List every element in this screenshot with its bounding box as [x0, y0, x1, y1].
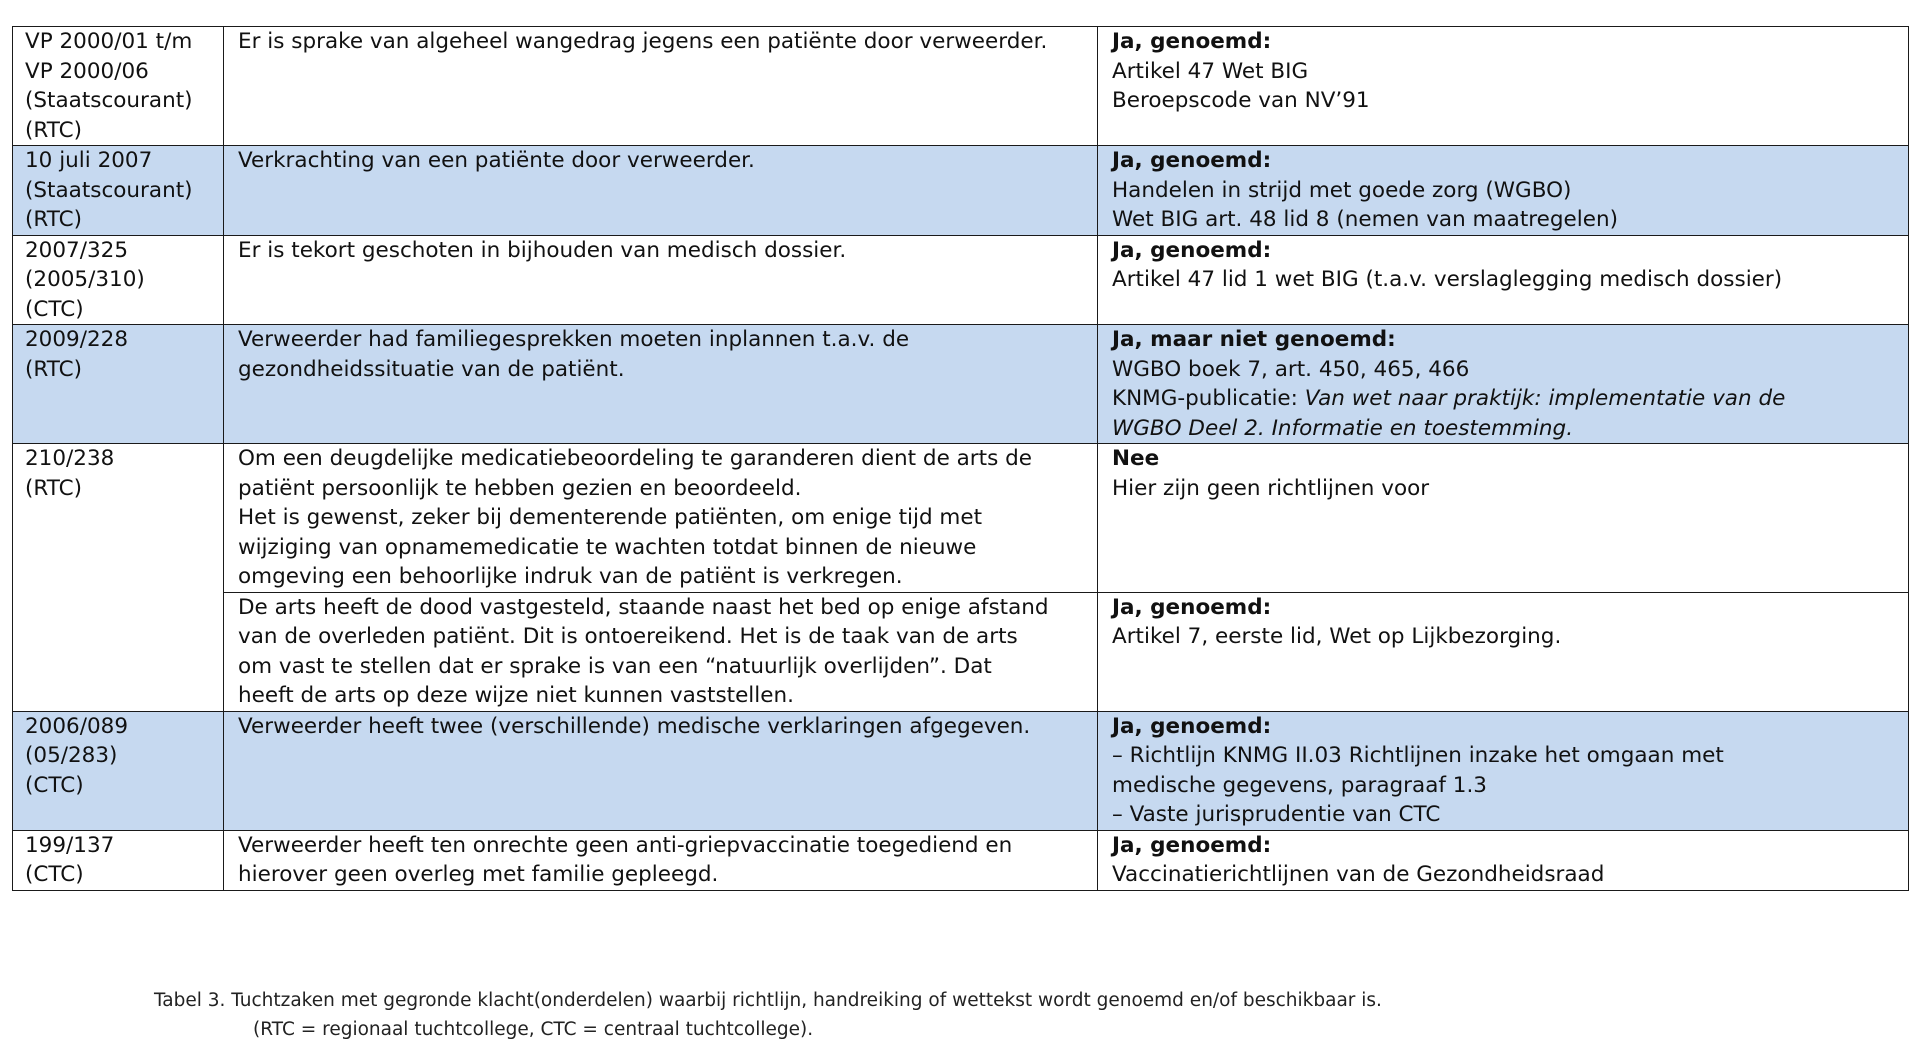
- case-reference-line: 10 juli 2007: [25, 148, 153, 173]
- case-reference-cell: [13, 27, 224, 146]
- guideline-verdict: Ja, genoemd:: [1112, 237, 1272, 263]
- guideline-verdict: Ja, maar niet genoemd:: [1112, 327, 1396, 352]
- guideline-line: Vaccinatierichtlijnen van de Gezondheidsraad: [1112, 862, 1605, 887]
- case-reference-line: (05/283): [25, 743, 118, 768]
- case-reference-line: (RTC): [25, 117, 83, 143]
- guideline-publication-title: Van wet naar praktijk: implementatie van de: [1304, 386, 1786, 411]
- case-description-line: hierover geen overleg met familie gepleegd.: [238, 862, 719, 887]
- case-reference-line: (Staatscourant): [25, 88, 193, 113]
- case-reference-line: 210/238: [25, 446, 115, 471]
- case-reference-cell: [13, 146, 224, 236]
- case-description-cell: [224, 711, 1098, 830]
- case-description-cell: [224, 592, 1098, 711]
- case-description-line: Het is gewenst, zeker bij dementerende patiënten, om enige tijd met: [238, 505, 983, 530]
- case-description-cell: [224, 27, 1098, 146]
- guideline-verdict: Ja, genoemd:: [1112, 594, 1272, 620]
- case-description-line: De arts heeft de dood vastgesteld, staande naast het bed op enige afstand: [238, 594, 1049, 620]
- case-description-line: omgeving een behoorlijke indruk van de patiënt is verkregen.: [238, 564, 903, 589]
- case-table: [12, 26, 1909, 891]
- case-reference-line: (RTC): [25, 356, 83, 382]
- case-table-body: [13, 27, 1909, 891]
- guideline-line: WGBO boek 7, art. 450, 465, 466: [1112, 356, 1470, 382]
- case-description-line: Verkrachting van een patiënte door verweerder.: [238, 148, 755, 173]
- guideline-line: – Richtlijn KNMG II.03 Richtlijnen inzake het omgaan met: [1112, 743, 1724, 768]
- guideline-publication-line: [1112, 384, 1896, 414]
- guideline-line: Artikel 7, eerste lid, Wet op Lijkbezorging.: [1112, 624, 1562, 649]
- caption-title: Tabel 3. Tuchtzaken met gegronde klacht(onderdelen) waarbij richtlijn, handreiking of wettekst wordt genoemd en/of beschikbaar is.: [154, 990, 1382, 1011]
- guideline-verdict: Ja, genoemd:: [1112, 29, 1272, 54]
- case-description-line: van de overleden patiënt. Dit is ontoereikend. Het is de taak van de arts: [238, 624, 1018, 649]
- case-reference-line: VP 2000/06: [25, 58, 149, 84]
- guideline-cell: [1098, 830, 1909, 890]
- case-reference-cell: [13, 325, 224, 444]
- guideline-cell: [1098, 27, 1909, 146]
- case-description-line: Verweerder heeft ten onrechte geen anti-griepvaccinatie toegediend en: [238, 832, 1013, 858]
- case-description-line: wijziging van opnamemedicatie te wachten totdat binnen de nieuwe: [238, 534, 977, 560]
- table-row: [13, 325, 1909, 444]
- table-row: [13, 444, 1909, 593]
- guideline-cell: [1098, 325, 1909, 444]
- case-reference-cell: [13, 711, 224, 830]
- case-reference-line: 2006/089: [25, 713, 128, 739]
- case-description-line: gezondheidssituatie van de patiënt.: [238, 356, 625, 382]
- case-description-cell: [224, 235, 1098, 325]
- case-description-line: Om een deugdelijke medicatiebeoordeling te garanderen dient de arts de: [238, 446, 1032, 471]
- case-reference-line: (RTC): [25, 207, 83, 232]
- guideline-verdict: Ja, genoemd:: [1112, 832, 1272, 858]
- case-reference-line: (Staatscourant): [25, 177, 193, 203]
- guideline-cell: [1098, 711, 1909, 830]
- case-description-line: om vast te stellen dat er sprake is van een “natuurlijk overlijden”. Dat: [238, 653, 992, 679]
- case-description-line: Er is tekort geschoten in bijhouden van medisch dossier.: [238, 237, 847, 263]
- table-row: [13, 830, 1909, 890]
- case-reference-line: (CTC): [25, 296, 84, 322]
- case-description-cell: [224, 444, 1098, 593]
- case-description-line: Verweerder heeft twee (verschillende) medische verklaringen afgegeven.: [238, 713, 1031, 739]
- guideline-verdict: Ja, genoemd:: [1112, 148, 1272, 173]
- case-reference-line: 2007/325: [25, 237, 128, 263]
- case-reference-line: 2009/228: [25, 327, 128, 352]
- guideline-verdict: Nee: [1112, 446, 1160, 471]
- guideline-line: Artikel 47 Wet BIG: [1112, 58, 1309, 84]
- guideline-line: Artikel 47 lid 1 wet BIG (t.a.v. verslaglegging medisch dossier): [1112, 267, 1783, 292]
- table-row: [13, 27, 1909, 146]
- guideline-cell: [1098, 592, 1909, 711]
- caption-abbreviations: (RTC = regionaal tuchtcollege, CTC = centraal tuchtcollege).: [253, 1019, 814, 1040]
- guideline-verdict: Ja, genoemd:: [1112, 713, 1272, 739]
- table-row: [13, 146, 1909, 236]
- table-caption: [154, 986, 1382, 1044]
- case-description-line: heeft de arts op deze wijze niet kunnen vaststellen.: [238, 683, 794, 708]
- guideline-line: – Vaste jurisprudentie van CTC: [1112, 802, 1441, 827]
- case-description-line: Er is sprake van algeheel wangedrag jegens een patiënte door verweerder.: [238, 29, 1048, 54]
- guideline-publication-title: WGBO Deel 2. Informatie en toestemming.: [1112, 415, 1574, 441]
- guideline-line: Wet BIG art. 48 lid 8 (nemen van maatregelen): [1112, 207, 1618, 232]
- case-description-line: Verweerder had familiegesprekken moeten inplannen t.a.v. de: [238, 327, 910, 352]
- case-description-cell: [224, 325, 1098, 444]
- table-row: [13, 711, 1909, 830]
- case-description-cell: [224, 146, 1098, 236]
- guideline-line: Handelen in strijd met goede zorg (WGBO): [1112, 177, 1572, 203]
- guideline-line: Beroepscode van NV’91: [1112, 88, 1370, 113]
- guideline-cell: [1098, 444, 1909, 593]
- guideline-line: medische gegevens, paragraaf 1.3: [1112, 772, 1487, 798]
- table-row: [13, 592, 1909, 711]
- guideline-cell: [1098, 235, 1909, 325]
- table-row: [13, 235, 1909, 325]
- case-reference-line: (RTC): [25, 475, 83, 501]
- case-reference-cell: [13, 830, 224, 890]
- case-description-cell: [224, 830, 1098, 890]
- case-reference-line: (CTC): [25, 862, 84, 887]
- case-reference-line: VP 2000/01 t/m: [25, 29, 193, 54]
- case-reference-line: (CTC): [25, 772, 84, 798]
- guideline-publication-prefix: KNMG-publicatie:: [1112, 386, 1305, 411]
- guideline-line: Hier zijn geen richtlijnen voor: [1112, 475, 1430, 501]
- case-reference-line: (2005/310): [25, 267, 145, 292]
- guideline-cell: [1098, 146, 1909, 236]
- case-reference-cell: [13, 235, 224, 325]
- case-description-line: patiënt persoonlijk te hebben gezien en beoordeeld.: [238, 475, 802, 501]
- case-reference-cell: [13, 444, 224, 712]
- case-reference-line: 199/137: [25, 832, 115, 858]
